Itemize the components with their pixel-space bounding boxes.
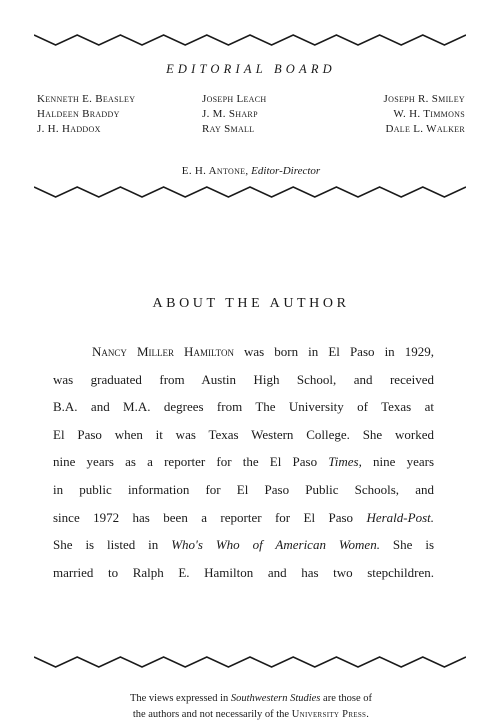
bio-line: B.A. and M.A. degrees from The University of Texas at xyxy=(53,399,434,415)
top-ornament-zigzag xyxy=(34,33,466,47)
director-name: E. H. Antone, xyxy=(181,165,249,177)
bio-line: El Paso when it was Texas Western College. She worked xyxy=(53,426,434,442)
bio-text: was born in El Paso in 1929, xyxy=(233,344,434,359)
disclaimer-line xyxy=(0,707,502,723)
editorial-board-title: EDITORIAL BOARD xyxy=(166,62,336,76)
about-author-heading: ABOUT THE AUTHOR xyxy=(152,296,350,311)
board-member: Joseph R. Smiley xyxy=(383,93,465,105)
board-member: Joseph Leach xyxy=(202,93,267,105)
board-member: J. M. Sharp xyxy=(202,108,258,120)
editor-director-line xyxy=(0,165,502,177)
series-title: Southwestern Studies xyxy=(230,693,321,704)
author-name: Nancy Miller Hamilton xyxy=(92,344,234,359)
board-member: Dale L. Walker xyxy=(385,123,465,135)
bio-line: was graduated from Austin High School, and received xyxy=(53,371,434,387)
disclaimer-text: the authors and not necessarily of the xyxy=(132,709,292,720)
board-member: J. H. Haddox xyxy=(37,123,101,135)
disclaimer-text: The views expressed in xyxy=(129,693,231,704)
bio-text: nine years as a reporter for the El Paso xyxy=(53,454,329,470)
board-member: W. H. Timmons xyxy=(393,108,465,120)
author-biography xyxy=(53,338,434,586)
bio-text: She is xyxy=(379,537,435,553)
bio-text: since 1972 has been a reporter for El Paso xyxy=(53,509,367,525)
disclaimer-text: are those of xyxy=(320,693,373,704)
bio-text: nine years xyxy=(361,454,434,470)
bio-line xyxy=(53,531,434,559)
press-name: University Press. xyxy=(291,709,370,720)
bio-text: She is listed in xyxy=(53,537,172,553)
editorial-board-members xyxy=(37,93,465,135)
bio-line xyxy=(53,504,434,532)
bio-line xyxy=(53,448,434,476)
disclaimer-note xyxy=(0,691,502,723)
publication-title: Who's Who of American Women. xyxy=(171,537,380,553)
zigzag-line xyxy=(34,187,466,197)
director-role: Editor-Director xyxy=(251,165,321,177)
bio-line: in public information for El Paso Public Schools, and xyxy=(53,481,434,497)
publication-title: Herald-Post. xyxy=(366,509,434,525)
board-member: Kenneth E. Beasley xyxy=(37,93,136,105)
board-member: Ray Small xyxy=(202,123,255,135)
middle-ornament-zigzag xyxy=(34,185,466,199)
bottom-ornament-zigzag xyxy=(34,655,466,669)
bio-line xyxy=(53,338,434,366)
zigzag-line xyxy=(34,35,466,45)
disclaimer-line xyxy=(0,691,502,707)
bio-line: married to Ralph E. Hamilton and has two stepchildren. xyxy=(53,564,434,580)
zigzag-line xyxy=(34,657,466,667)
publication-title: Times, xyxy=(328,454,362,470)
board-member: Haldeen Braddy xyxy=(37,108,120,120)
